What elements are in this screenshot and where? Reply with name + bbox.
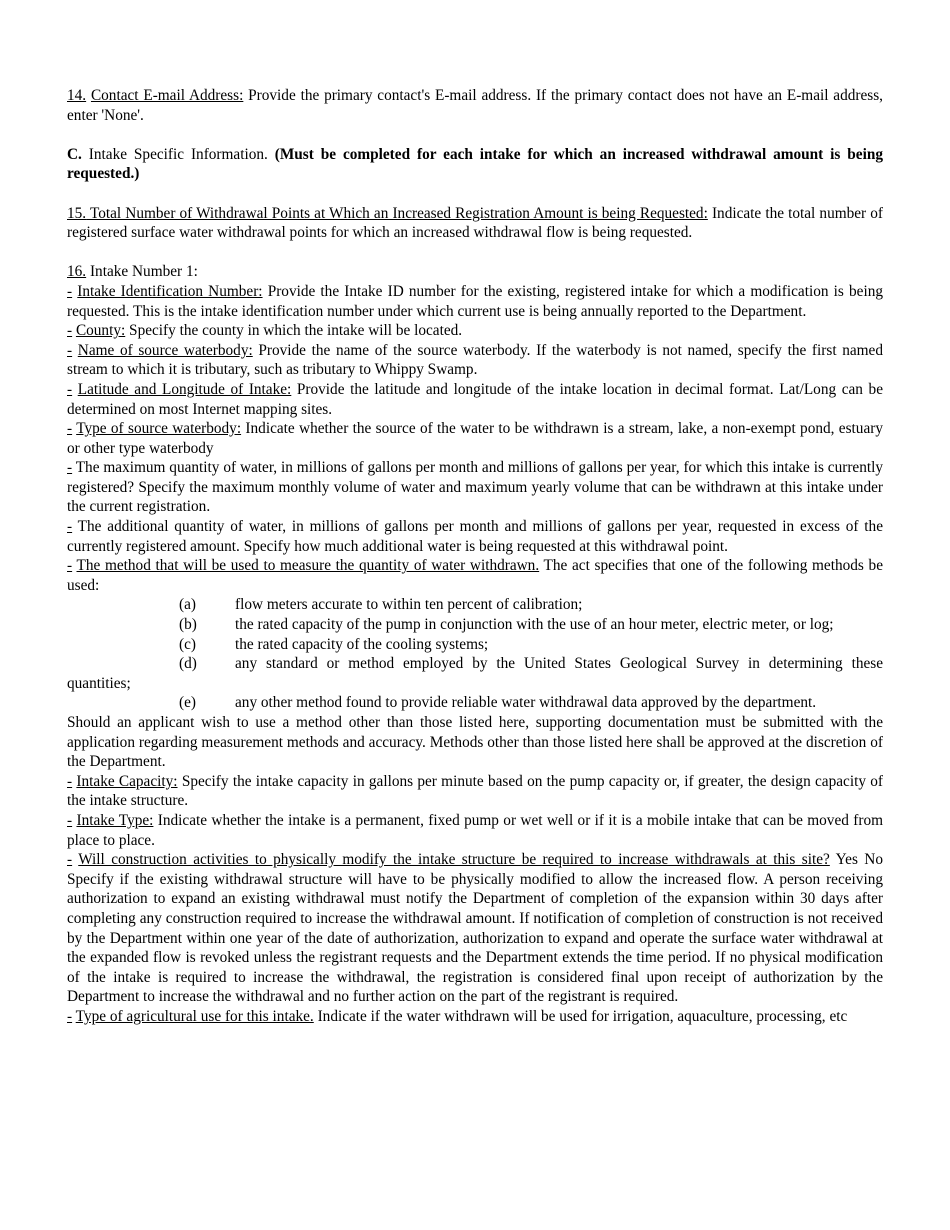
- intake-id-title: Intake Identification Number:: [77, 282, 263, 300]
- section-c-letter: C.: [67, 145, 82, 163]
- source-name-title: Name of source waterbody:: [77, 341, 253, 359]
- item-14-title: Contact E-mail Address:: [90, 87, 244, 104]
- method-item-d: [67, 654, 883, 693]
- method-title: The method that will be used to measure the quantity of water withdrawn.: [76, 557, 540, 575]
- max-quantity-text: The maximum quantity of water, in millions of gallons per month and millions of gallons per year, for which this intake is currently registered? Specify the maximum monthly volume of water and maximum yearly volume that can be withdrawn at this intake under the current registration.: [67, 459, 883, 516]
- method-label: (d): [179, 655, 197, 673]
- section-c-note: (Must be completed for each intake for which an increased withdrawal amount is being requested.): [67, 145, 883, 183]
- field-intake-capacity: [67, 772, 883, 811]
- field-agricultural-use: [67, 1007, 883, 1027]
- dash-marker: -: [67, 1007, 73, 1025]
- type-title: Intake Type:: [76, 811, 154, 829]
- methods-note: Should an applicant wish to use a method other than those listed here, supporting documentation must be submitted with the application regarding measurement methods and accuracy. Methods other than those listed here shall be approved at the discretion of the Department.: [67, 714, 883, 771]
- construction-text: Yes No Specify if the existing withdrawal structure will have to be physically modified to allow the increased flow. A person receiving authorization to expand an existing withdrawal must notify the Department of completion of the expansion within 30 days after completing any construction required to increase the withdrawal amount. If notification of completion of construction is not received by the Department within one year of the date of authorization, authorization to expand and operate the surface water withdrawal at the expanded flow is revoked unless the registrant requests and the Department extends the time period. If no physical modification of the intake is required to increase the withdrawal, the registration is considered final upon receipt of authorization by the Department to increase the withdrawal and no further action on the part of the registrant is required.: [67, 851, 883, 1006]
- dash-marker: -: [67, 851, 73, 869]
- dash-marker: -: [67, 518, 73, 536]
- intake-id-text: Provide the Intake ID number for the existing, registered intake for which a modification is being requested. This is the intake identification number under which current use is being annually reported to the Department.: [67, 282, 883, 320]
- method-text: the rated capacity of the cooling systems;: [235, 635, 489, 653]
- latlong-title: Latitude and Longitude of Intake:: [77, 380, 292, 398]
- type-text: Indicate whether the intake is a permanent, fixed pump or wet well or if it is a mobile intake that can be moved from place to place.: [67, 811, 883, 849]
- dash-marker: -: [67, 811, 73, 829]
- item-15: [67, 204, 883, 243]
- capacity-title: Intake Capacity:: [76, 772, 178, 790]
- field-construction: [67, 850, 883, 1007]
- method-text: any other method found to provide reliable water withdrawal data approved by the department.: [235, 694, 817, 712]
- dash-marker: -: [67, 341, 73, 359]
- item-15-title: Total Number of Withdrawal Points at Which an Increased Registration Amount is being Requested:: [86, 204, 708, 222]
- field-intake-id: [67, 282, 883, 321]
- field-additional-quantity: [67, 517, 883, 556]
- item-14: [67, 86, 883, 125]
- agri-text: Indicate if the water withdrawn will be used for irrigation, aquaculture, processing, etc: [313, 1007, 848, 1025]
- field-max-quantity: [67, 458, 883, 517]
- method-label: (a): [179, 596, 196, 614]
- latlong-text: Provide the latitude and longitude of the intake location in decimal format. Lat/Long can be determined on most Internet mapping sites.: [67, 380, 883, 418]
- construction-title: Will construction activities to physically modify the intake structure be required to increase withdrawals at this site?: [78, 851, 830, 869]
- item-15-text: Indicate the total number of registered surface water withdrawal points for which an increased withdrawal flow is being requested.: [67, 204, 883, 242]
- method-text: any standard or method employed by the United States Geological Survey in determining these quantities;: [67, 655, 883, 692]
- additional-quantity-text: The additional quantity of water, in millions of gallons per month and millions of gallons per year, requested in excess of the currently registered amount. Specify how much additional water is being requested at this withdrawal point.: [67, 518, 883, 555]
- item-16-title: Intake Number 1:: [86, 263, 198, 281]
- source-type-text: Indicate whether the source of the water to be withdrawn is a stream, lake, a non-exempt pond, estuary or other type waterbody: [67, 420, 883, 457]
- dash-marker: -: [67, 322, 73, 340]
- field-source-name: [67, 341, 883, 380]
- method-label: (e): [179, 694, 196, 712]
- field-latlong: [67, 380, 883, 419]
- method-label: (b): [179, 616, 197, 634]
- dash-marker: -: [67, 459, 73, 477]
- method-item-b: [67, 615, 883, 635]
- field-intake-type: [67, 811, 883, 850]
- dash-marker: -: [67, 420, 73, 438]
- agri-title: Type of agricultural use for this intake.: [75, 1007, 314, 1025]
- capacity-text: Specify the intake capacity in gallons per minute based on the pump capacity or, if greater, the design capacity of the intake structure.: [67, 772, 883, 810]
- method-text: flow meters accurate to within ten percent of calibration;: [235, 596, 583, 614]
- item-16-number: 16.: [67, 263, 87, 281]
- county-title: County:: [75, 322, 126, 340]
- county-text: Specify the county in which the intake will be located.: [125, 322, 463, 340]
- dash-marker: -: [67, 380, 73, 398]
- dash-marker: -: [67, 557, 73, 575]
- item-14-text: Provide the primary contact's E-mail address. If the primary contact does not have an E-mail address, enter 'None'.: [67, 87, 883, 124]
- item-16: [67, 262, 883, 282]
- item-15-number: 15.: [67, 204, 87, 222]
- field-measure-method: [67, 556, 883, 595]
- dash-marker: -: [67, 282, 73, 300]
- method-item-c: [67, 635, 883, 655]
- item-14-number: 14.: [67, 87, 87, 104]
- dash-marker: -: [67, 772, 73, 790]
- section-c-heading: [67, 145, 883, 184]
- field-source-type: [67, 419, 883, 458]
- section-c-title: Intake Specific Information.: [81, 145, 275, 163]
- method-item-e: [67, 693, 883, 713]
- source-type-title: Type of source waterbody:: [76, 420, 242, 438]
- field-county: [67, 321, 883, 341]
- method-text: the rated capacity of the pump in conjunction with the use of an hour meter, electric meter, or log;: [235, 616, 834, 634]
- method-item-a: [67, 595, 883, 615]
- method-label: (c): [179, 635, 196, 653]
- method-text: The act specifies that one of the following methods be used:: [67, 557, 883, 594]
- document-page: [67, 86, 883, 1027]
- source-name-text: Provide the name of the source waterbody. If the waterbody is not named, specify the first named stream to which it is tributary, such as tributary to Whippy Swamp.: [67, 341, 883, 379]
